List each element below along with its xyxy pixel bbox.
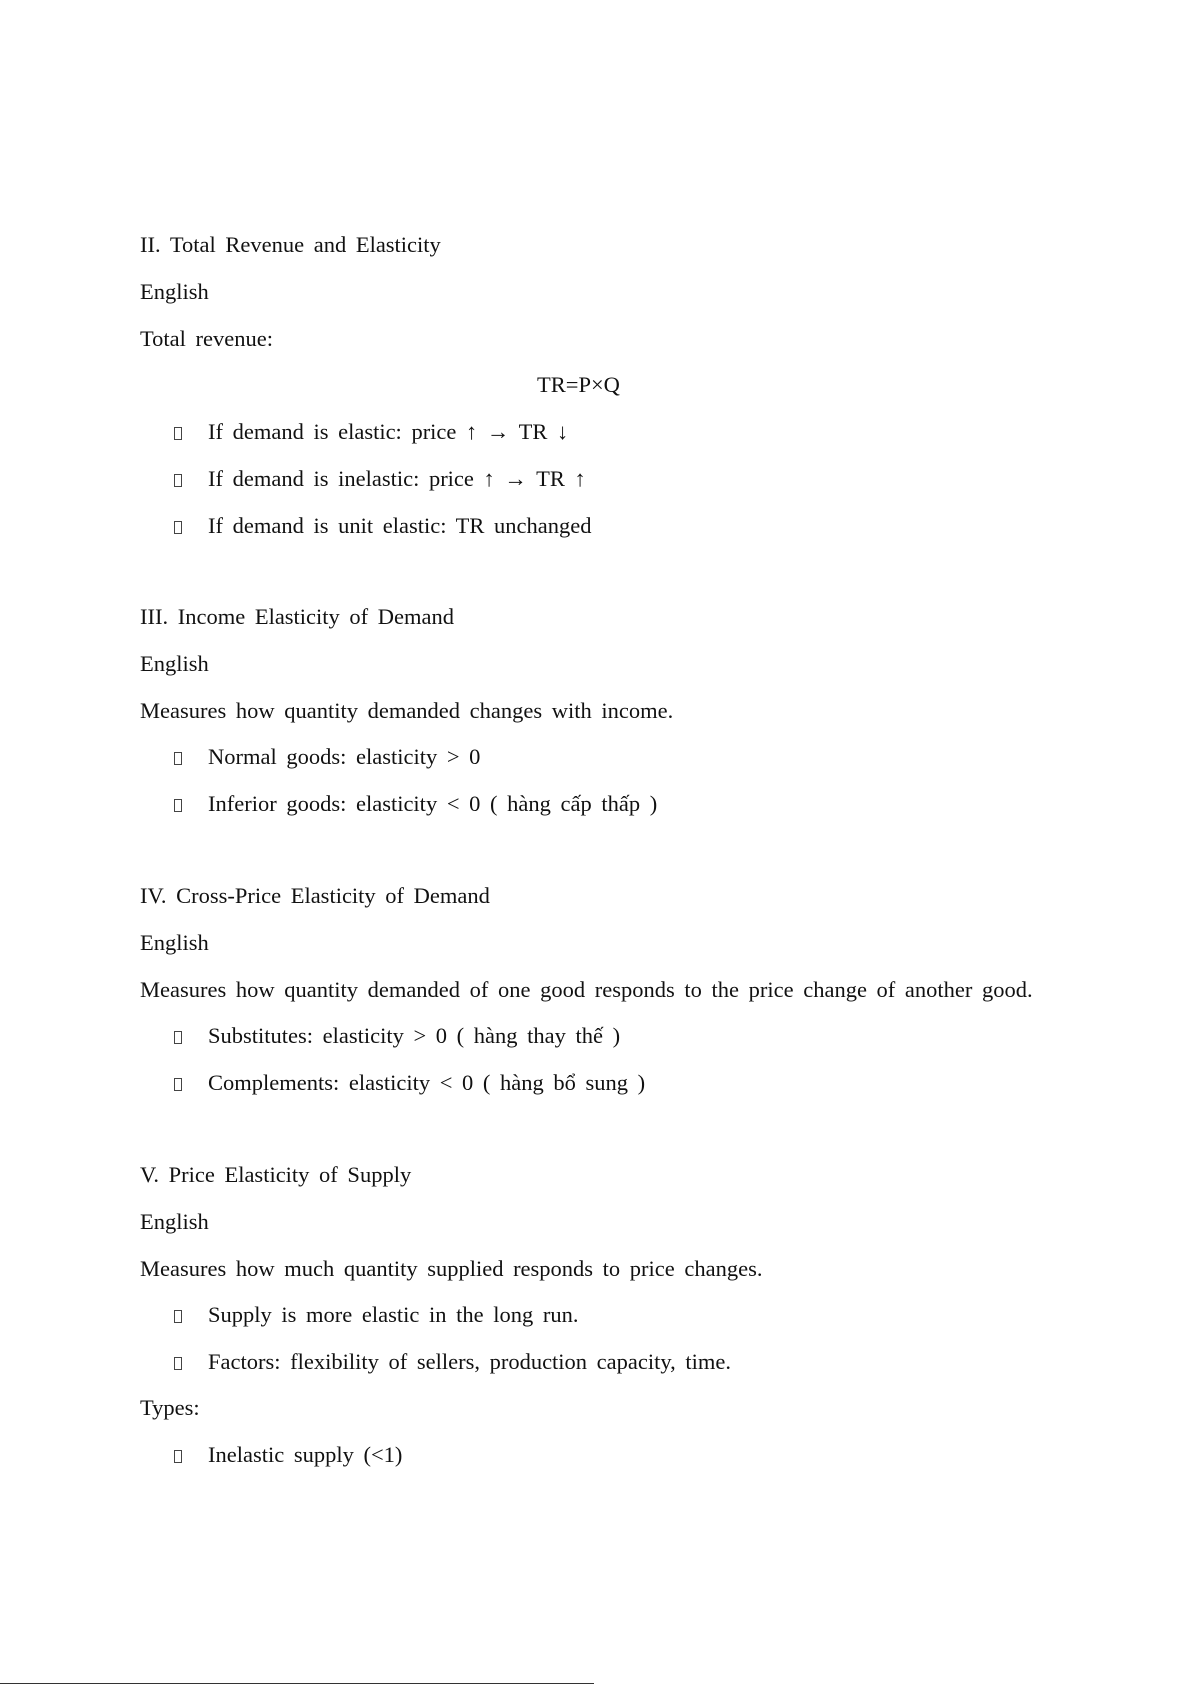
bullet-text: If demand is unit elastic: TR unchanged: [208, 513, 592, 538]
bullet-icon: [174, 474, 182, 487]
bullet-text: Substitutes: elasticity > 0 ( hàng thay thế ): [208, 1023, 621, 1048]
section-language-label: English: [140, 930, 209, 955]
bullet-icon: [174, 521, 182, 534]
bullet-item: [174, 1347, 731, 1377]
bullet-icon: [174, 1310, 182, 1323]
bullet-item: [174, 789, 657, 819]
section-heading-cross-price-elasticity: IV. Cross-Price Elasticity of Demand: [140, 883, 490, 908]
bullet-text: Supply is more elastic in the long run.: [208, 1302, 579, 1327]
bullet-icon: [174, 799, 182, 812]
bullet-icon: [174, 427, 182, 440]
footer-divider: [0, 1683, 594, 1684]
section-intro-text: Measures how quantity demanded changes with income.: [140, 698, 674, 723]
bullet-text: Inelastic supply (<1): [208, 1442, 403, 1467]
section-intro-text: Total revenue:: [140, 326, 273, 351]
types-label: Types:: [140, 1395, 200, 1420]
bullet-icon: [174, 1450, 182, 1463]
bullet-item: [174, 417, 568, 447]
bullet-item: [174, 464, 586, 494]
bullet-text: Factors: flexibility of sellers, production capacity, time.: [208, 1349, 732, 1374]
bullet-icon: [174, 1357, 182, 1370]
bullet-item: [174, 1021, 620, 1051]
bullet-text: Inferior goods: elasticity < 0 ( hàng cấp thấp ): [208, 791, 658, 816]
bullet-item: [174, 1300, 578, 1330]
bullet-text: Complements: elasticity < 0 ( hàng bổ sung ): [208, 1070, 646, 1095]
section-intro-text: Measures how quantity demanded of one good responds to the price change of another good.: [140, 977, 1033, 1002]
section-heading-total-revenue: II. Total Revenue and Elasticity: [140, 232, 441, 257]
bullet-text: If demand is inelastic: price ↑ → TR ↑: [208, 466, 586, 491]
section-language-label: English: [140, 1209, 209, 1234]
bullet-text: If demand is elastic: price ↑ → TR ↓: [208, 419, 569, 444]
total-revenue-formula: TR=P×Q: [537, 372, 620, 397]
bullet-item: [174, 742, 480, 772]
bullet-icon: [174, 752, 182, 765]
section-language-label: English: [140, 279, 209, 304]
section-language-label: English: [140, 651, 209, 676]
bullet-item: [174, 1068, 645, 1098]
bullet-item: [174, 1440, 402, 1470]
section-intro-text: Measures how much quantity supplied responds to price changes.: [140, 1256, 763, 1281]
section-heading-supply-elasticity: V. Price Elasticity of Supply: [140, 1162, 412, 1187]
bullet-text: Normal goods: elasticity > 0: [208, 744, 481, 769]
section-heading-income-elasticity: III. Income Elasticity of Demand: [140, 604, 455, 629]
bullet-icon: [174, 1031, 182, 1044]
bullet-icon: [174, 1078, 182, 1091]
bullet-item: [174, 511, 592, 541]
